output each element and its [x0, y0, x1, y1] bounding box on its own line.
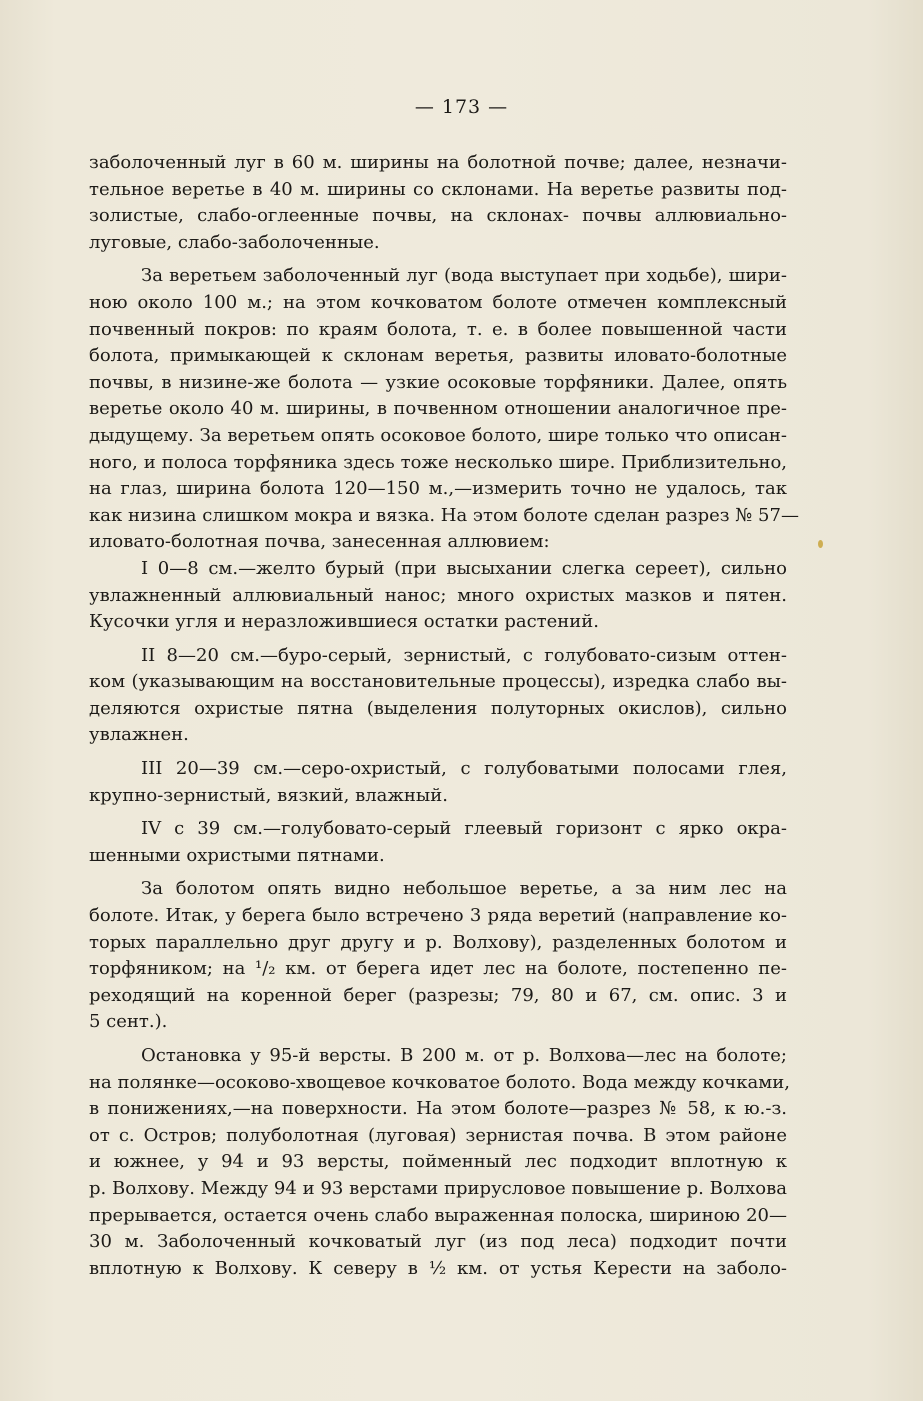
body-text: [89, 150, 799, 1282]
text-line: р. Волхову. Между 94 и 93 верстами прирусловое повышение р. Волхова: [89, 1177, 787, 1199]
text-line: от с. Остров; полуболотная (луговая) зернистая почва. В этом районе: [89, 1124, 787, 1146]
text-line: вплотную к Волхову. К северу в ½ км. от устья Керести на заболо-: [89, 1257, 787, 1279]
text-line: 5 сент.).: [89, 1011, 168, 1033]
text-line: в понижениях,—на поверхности. На этом болоте—разрез № 58, к ю.-з.: [89, 1098, 787, 1120]
text-line: За болотом опять видно небольшое веретье, а за ним лес на: [141, 878, 787, 900]
text-line: Остановка у 95-й версты. В 200 м. от р. Волхова—лес на болоте;: [141, 1045, 787, 1066]
text-line: как низина слишком мокра и вязка. На этом болоте сделан разрез № 57—: [89, 504, 799, 526]
text-line: деляются охристые пятна (выделения полуторных окислов), сильно: [89, 697, 787, 719]
text-line: на полянке—осоково-хвощевое кочковатое болото. Вода между кочками,: [89, 1071, 790, 1093]
text-line: крупно-зернистый, вязкий, влажный.: [89, 784, 448, 806]
text-line: реходящий на коренной берег (разрезы; 79, 80 и 67, см. опис. 3 и: [89, 984, 787, 1006]
text-line: I 0—8 см.—желто бурый (при высыхании слегка сереет), сильно: [141, 557, 787, 579]
text-line: 30 м. Заболоченный кочковатый луг (из под леса) подходит почти: [89, 1231, 787, 1253]
text-line: болота, примыкающей к склонам веретья, развиты иловато-болотные: [89, 345, 787, 367]
text-line: почвы, в низине-же болота — узкие осоковые торфяники. Далее, опять: [89, 371, 787, 393]
text-line: За веретьем заболоченный луг (вода выступает при ходьбе), шири-: [141, 265, 787, 287]
text-line: дыдущему. За веретьем опять осоковое болото, шире только что описан-: [89, 424, 787, 446]
text-line: болоте. Итак, у берега было встречено 3 ряда веретий (направление ко-: [89, 905, 787, 927]
text-line: на глаз, ширина болота 120—150 м.,—измерить точно не удалось, так: [89, 478, 787, 500]
text-line: прерывается, остается очень слабо выраженная полоска, шириною 20—: [89, 1204, 787, 1226]
text-line: ною около 100 м.; на этом кочковатом болоте отмечен комплексный: [89, 291, 787, 313]
text-line: Кусочки угля и неразложившиеся остатки растений.: [89, 611, 599, 633]
text-line: и южнее, у 94 и 93 версты, пойменный лес подходит вплотную к: [89, 1151, 787, 1173]
ink-speck: [818, 540, 823, 548]
text-line: заболоченный луг в 60 м. ширины на болотной почве; далее, незначи-: [89, 152, 787, 173]
text-line: II 8—20 см.—буро-серый, зернистый, с голубовато-сизым оттен-: [141, 644, 787, 666]
text-line: торфяником; на ¹/₂ км. от берега идет лес на болоте, постепенно пе-: [89, 958, 787, 980]
text-line: иловато-болотная почва, занесенная аллювием:: [89, 531, 550, 553]
text-line: III 20—39 см.—серо-охристый, с голубоватыми полосами глея,: [141, 758, 787, 780]
text-line: IV с 39 см.—голубовато-серый глеевый горизонт с ярко окра-: [141, 818, 787, 840]
text-line: веретье около 40 м. ширины, в почвенном отношении аналогичное пре-: [89, 398, 787, 420]
page-number: — 173 —: [414, 96, 509, 118]
text-line: луговые, слабо-заболоченные.: [89, 231, 380, 253]
text-line: ком (указывающим на восстановительные процессы), изредка слабо вы-: [89, 671, 787, 693]
text-line: тельное веретье в 40 м. ширины со склонами. На веретье развиты под-: [89, 178, 787, 200]
text-line: почвенный покров: по краям болота, т. е. в более повышенной части: [89, 318, 787, 340]
text-line: золистые, слабо-оглеенные почвы, на склонах- почвы аллювиально-: [89, 205, 787, 227]
text-line: торых параллельно друг другу и р. Волхову), разделенных болотом и: [89, 931, 787, 953]
text-line: шенными охристыми пятнами.: [89, 844, 385, 866]
text-line: увлажнен.: [89, 724, 189, 746]
text-line: увлажненный аллювиальный нанос; много охристых мазков и пятен.: [89, 584, 787, 606]
text-line: ного, и полоса торфяника здесь тоже несколько шире. Приблизительно,: [89, 451, 787, 473]
